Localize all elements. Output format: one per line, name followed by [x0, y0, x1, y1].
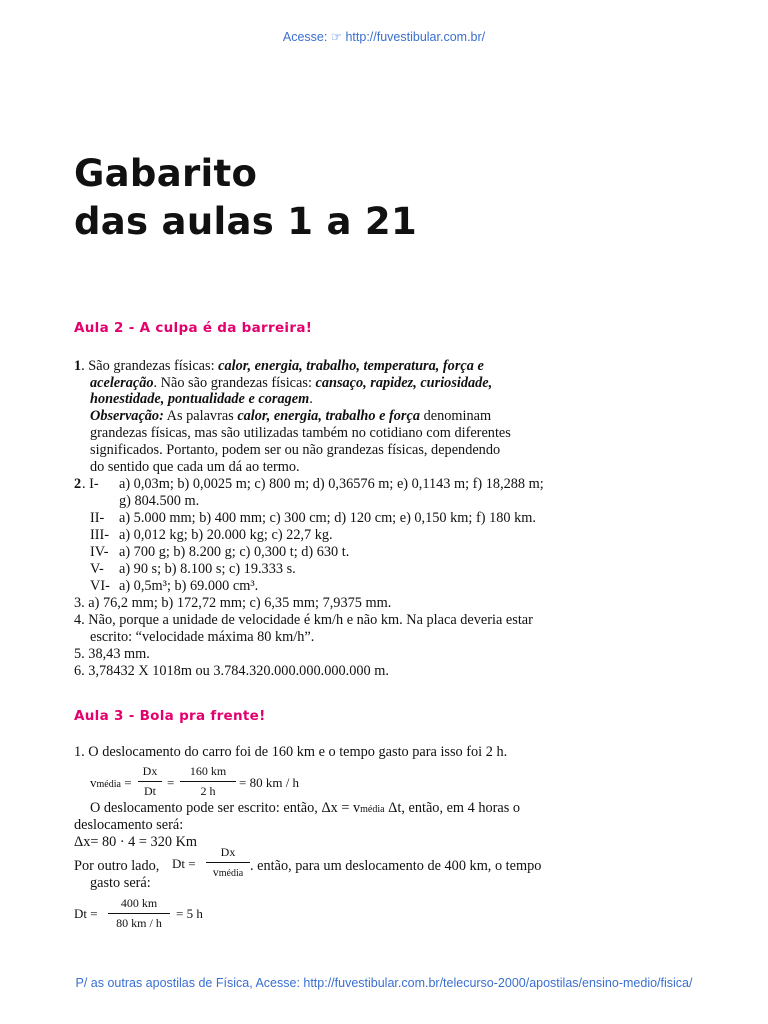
q2-row-text-2: g) 804.500 m.	[119, 493, 200, 509]
q2-row-text-3: a) 5.000 mm; b) 400 mm; c) 300 cm; d) 120 cm; e) 0,150 km; f) 180 km.	[119, 510, 536, 526]
eq1-v: v	[90, 775, 97, 790]
aula3-q1-line4: Δx= 80 · 4 = 320 Km	[74, 834, 198, 850]
aula2-q1-line7: do sentido que cada um dá ao termo.	[90, 459, 300, 475]
q1-l2b-sub: média	[360, 804, 385, 815]
eq1-equals: =	[167, 775, 175, 790]
q1-observacao: Observação:	[90, 408, 164, 424]
q2-row-label-5: IV-	[90, 544, 109, 560]
eq1-v-sub: média	[96, 779, 121, 790]
aula2-heading: Aula 2 - A culpa é da barreira!	[74, 320, 313, 336]
q1-not-quantities: cansaço, rapidez, curiosidade,	[315, 375, 493, 391]
aula2-q5: 5. 38,43 mm.	[74, 646, 150, 662]
q1-words: calor, energia, trabalho e força	[237, 408, 420, 424]
q1-l2a: O deslocamento pode ser escrito: então, Δx = v	[90, 800, 361, 816]
eq2-den-v: v	[212, 865, 219, 879]
aula2-q1-line1	[74, 358, 484, 375]
eq1-lhs: vmédia =	[90, 775, 132, 790]
aula2-q1-line6: significados. Portanto, podem ser ou não grandezas físicas, dependendo	[90, 442, 501, 458]
aula3-q1-line5a: Por outro lado,	[74, 858, 160, 874]
eq1-frac2	[180, 764, 236, 799]
aula3-q1-line5b: . então, para um deslocamento de 400 km, o tempo	[250, 858, 542, 874]
aula3-q1-line3: deslocamento será:	[74, 817, 184, 833]
q2-row-text-7: a) 0,5m³; b) 69.000 cm³.	[119, 578, 259, 594]
eq3-num: 400 km	[120, 896, 158, 910]
q2-row-text-4: a) 0,012 kg; b) 20.000 kg; c) 22,7 kg.	[119, 527, 333, 543]
q1-physical-quantities: calor, energia, trabalho, temperatura, força e	[218, 358, 484, 374]
q2-row-text-1: a) 0,03m; b) 0,0025 m; c) 800 m; d) 0,36576 m; e) 0,1143 m; f) 18,288 m;	[119, 476, 544, 492]
q2-row-text-6: a) 90 s; b) 8.100 s; c) 19.333 s.	[119, 561, 296, 577]
q2-row-label-1: . I-	[82, 476, 99, 492]
q1-not-quantities-2: honestidade, pontualidade e coragem	[90, 391, 310, 407]
eq1-frac1	[138, 764, 162, 799]
eq2-frac	[206, 845, 250, 880]
q2-number: 2	[74, 476, 82, 492]
q1-text-b: . Não são grandezas físicas:	[153, 375, 316, 391]
q2-row-text-5: a) 700 g; b) 8.200 g; c) 0,300 t; d) 630 t.	[119, 544, 350, 560]
eq1-frac1-num: Dx	[142, 764, 158, 778]
q1-l2c: Δt, então, em 4 horas o	[384, 800, 521, 816]
eq1-frac2-den: 2 h	[200, 784, 216, 798]
q1-text-c: As palavras	[163, 408, 238, 424]
q1-period: .	[309, 391, 313, 407]
title-line-1: Gabarito	[74, 152, 258, 195]
page-title	[74, 150, 417, 246]
aula2-q4-line2: escrito: “velocidade máxima 80 km/h”.	[90, 629, 315, 645]
aula2-q1-line3	[90, 391, 313, 408]
aula2-q1-line2	[90, 375, 492, 392]
aula2-q3: 3. a) 76,2 mm; b) 172,72 mm; c) 6,35 mm; 7,9375 mm.	[74, 595, 392, 611]
eq3-result: = 5 h	[176, 906, 203, 921]
eq3-lhs: Dt =	[74, 906, 98, 921]
aula2-q1-line4	[90, 408, 491, 425]
eq2-den	[206, 865, 250, 880]
q2-row-label-3: II-	[90, 510, 105, 526]
q1-aceleracao: aceleração	[90, 375, 154, 391]
aula2-q1-line5: grandezas físicas, mas são utilizadas também no cotidiano com diferentes	[90, 425, 511, 441]
aula3-q1-line6: gasto será:	[90, 875, 151, 891]
q1-number: 1	[74, 358, 82, 374]
footer-link[interactable]	[0, 976, 768, 990]
footer-url[interactable]: P/ as outras apostilas de Física, Acesse: http://fuvestibular.com.br/telecurso-2000/apostilas/ensino-medio/fisica/	[75, 976, 693, 990]
q2-row-label-4: III-	[90, 527, 110, 543]
eq3-den: 80 km / h	[116, 916, 162, 930]
aula3-q1-line1: 1. O deslocamento do carro foi de 160 km e o tempo gasto para isso foi 2 h.	[74, 744, 508, 760]
aula2-q4-line1: 4. Não, porque a unidade de velocidade é km/h e não km. Na placa deveria estar	[74, 612, 533, 628]
title-line-2: das aulas 1 a 21	[74, 200, 417, 243]
q2-row-label-7: VI-	[90, 578, 110, 594]
aula3-q1-line2	[90, 800, 520, 818]
aula2-q6: 6. 3,78432 X 1018m ou 3.784.320.000.000.000.000 m.	[74, 663, 389, 679]
header-link[interactable]	[0, 29, 768, 44]
eq2-den-sub: média	[218, 868, 244, 879]
eq1-frac2-num: 160 km	[189, 764, 227, 778]
q1-text-a: . São grandezas físicas:	[81, 358, 219, 374]
aula3-heading: Aula 3 - Bola pra frente!	[74, 708, 266, 724]
eq1-result: = 80 km / h	[239, 775, 300, 790]
eq2-lhs: Dt =	[172, 856, 196, 871]
eq1-frac1-den: Dt	[144, 784, 156, 798]
header-url[interactable]: Acesse: ☞ http://fuvestibular.com.br/	[282, 30, 486, 44]
q2-row-label-6: V-	[90, 561, 104, 577]
eq3-frac	[108, 896, 170, 931]
q1-text-d: denominam	[420, 408, 492, 424]
eq2-num: Dx	[220, 845, 236, 859]
